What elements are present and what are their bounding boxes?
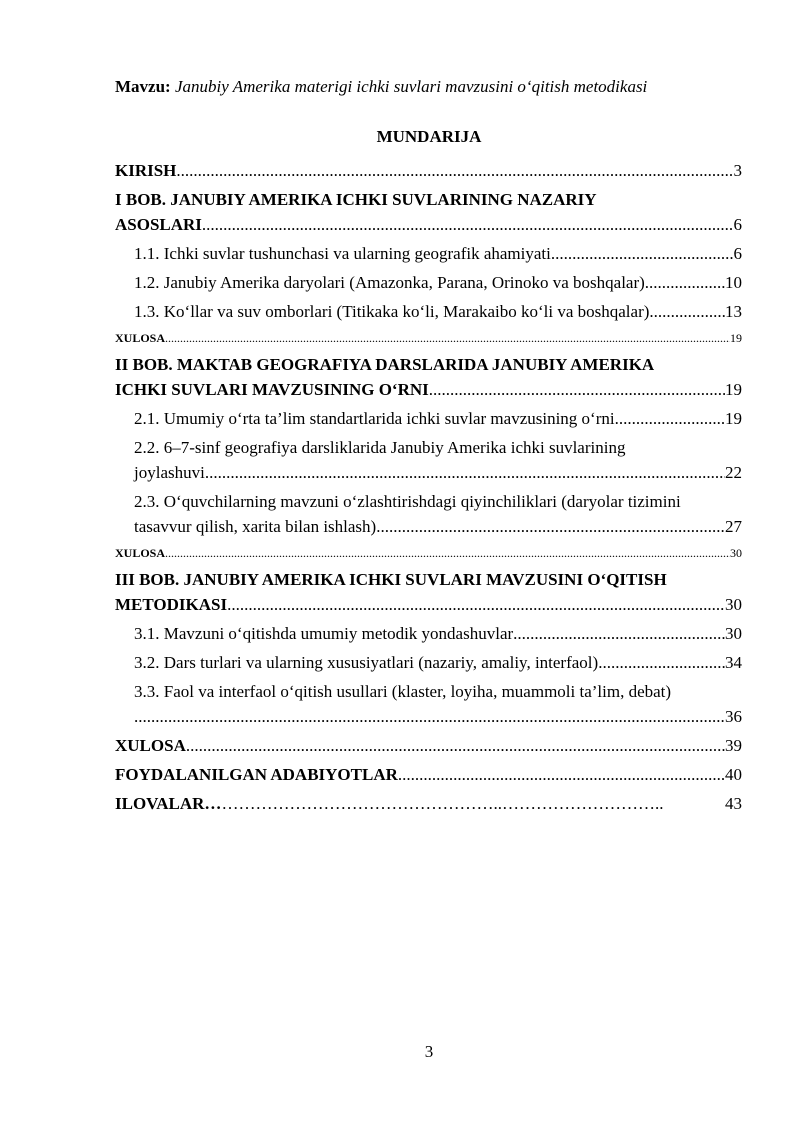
toc-entry-2-1 <box>115 406 742 431</box>
toc-title: 3.2. Dars turlari va ularning xususiyatlari (nazariy, amaliy, interfaol) <box>134 653 599 672</box>
toc-page: 19 <box>730 331 742 345</box>
toc-page: 19 <box>725 409 742 428</box>
toc-page: 22 <box>725 463 742 482</box>
toc-title: 3.1. Mavzuni o‘qitishda umumiy metodik yondashuvlar <box>134 624 514 643</box>
toc-title: XULOSA <box>115 331 166 345</box>
toc-page: 30 <box>725 624 742 643</box>
toc-page: 13 <box>725 302 742 321</box>
toc-entry-xulosa <box>115 733 742 758</box>
toc-entry-bob1 <box>115 187 742 237</box>
toc-entry-xulosa-2 <box>115 543 742 563</box>
page-number: 3 <box>424 1042 434 1061</box>
toc-entry-xulosa-1 <box>115 328 742 348</box>
toc-title: III BOB. JANUBIY AMERIKA ICHKI SUVLARI MAVZUSINI O‘QITISH <box>115 570 667 589</box>
toc-title: XULOSA <box>115 736 186 755</box>
toc-page: 3 <box>733 161 742 180</box>
toc-title-cont: ICHKI SUVLARI MAVZUSINING O‘RNI <box>115 380 429 399</box>
toc-page: 19 <box>725 380 742 399</box>
toc-title: I BOB. JANUBIY AMERIKA ICHKI SUVLARINING NAZARIY <box>115 190 597 209</box>
topic-title: Janubiy Amerika materigi ichki suvlari mavzusini o‘qitish metodikasi <box>174 77 648 96</box>
toc-entry-adabiyotlar <box>115 762 742 787</box>
toc-entry-ilovalar <box>115 791 742 816</box>
toc-entry-1-2 <box>115 270 742 295</box>
toc-title: 2.1. Umumiy o‘rta ta’lim standartlarida ichki suvlar mavzusining o‘rni <box>134 409 615 428</box>
toc-title: 1.2. Janubiy Amerika daryolari (Amazonka, Parana, Orinoko va boshqalar) <box>134 273 645 292</box>
toc-page: 6 <box>733 215 742 234</box>
toc-page: 36 <box>725 707 742 726</box>
toc-page: 27 <box>725 517 742 536</box>
toc-title-cont: joylashuvi <box>134 463 205 482</box>
toc-title: 3.3. Faol va interfaol o‘qitish usullari (klaster, loyiha, muammoli ta’lim, debat) <box>134 682 672 701</box>
toc-page: 39 <box>725 736 742 755</box>
toc-entry-bob2 <box>115 352 742 402</box>
toc-page: 40 <box>725 765 742 784</box>
toc-entry-2-2 <box>115 435 742 485</box>
toc-page: 30 <box>730 546 742 560</box>
toc-page: 10 <box>725 273 742 292</box>
toc-entry-3-2 <box>115 650 742 675</box>
toc-title: KIRISH <box>115 161 177 180</box>
toc-page: 6 <box>733 244 742 263</box>
toc-entry-1-3 <box>115 299 742 324</box>
toc-title: 2.2. 6–7-sinf geografiya darsliklarida Janubiy Amerika ichki suvlarining <box>134 438 626 457</box>
toc-leader: …………………………………………..……………………….. <box>221 794 664 813</box>
toc-entry-1-1 <box>115 241 742 266</box>
toc-title: II BOB. MAKTAB GEOGRAFIYA DARSLARIDA JANUBIY AMERIKA <box>115 355 655 374</box>
toc-title-cont: ASOSLARI <box>115 215 202 234</box>
toc-title: ILOVALAR… <box>115 794 222 813</box>
toc-title: 1.3. Ko‘llar va suv omborlari (Titikaka ko‘li, Marakaibo ko‘li va boshqalar) <box>134 302 650 321</box>
toc-entry-bob3 <box>115 567 742 617</box>
toc-page: 43 <box>725 794 742 813</box>
toc-title: XULOSA <box>115 546 166 560</box>
toc-page: 34 <box>725 653 742 672</box>
toc-entry-2-3 <box>115 489 742 539</box>
toc-page: 30 <box>725 595 742 614</box>
toc-title-cont: tasavvur qilish, xarita bilan ishlash) <box>134 517 377 536</box>
toc-entry-kirish <box>115 158 742 183</box>
table-of-contents <box>115 158 742 816</box>
topic-line <box>115 77 647 97</box>
toc-title: FOYDALANILGAN ADABIYOTLAR <box>115 765 398 784</box>
toc-entry-3-3 <box>115 679 742 729</box>
toc-entry-3-1 <box>115 621 742 646</box>
toc-title: 2.3. O‘quvchilarning mavzuni o‘zlashtirishdagi qiyinchiliklari (daryolar tizimini <box>134 492 681 511</box>
toc-title: 1.1. Ichki suvlar tushunchasi va ularning geografik ahamiyati <box>134 244 551 263</box>
toc-title-cont: METODIKASI <box>115 595 228 614</box>
toc-heading: MUNDARIJA <box>376 127 482 146</box>
topic-label: Mavzu: <box>115 77 171 96</box>
